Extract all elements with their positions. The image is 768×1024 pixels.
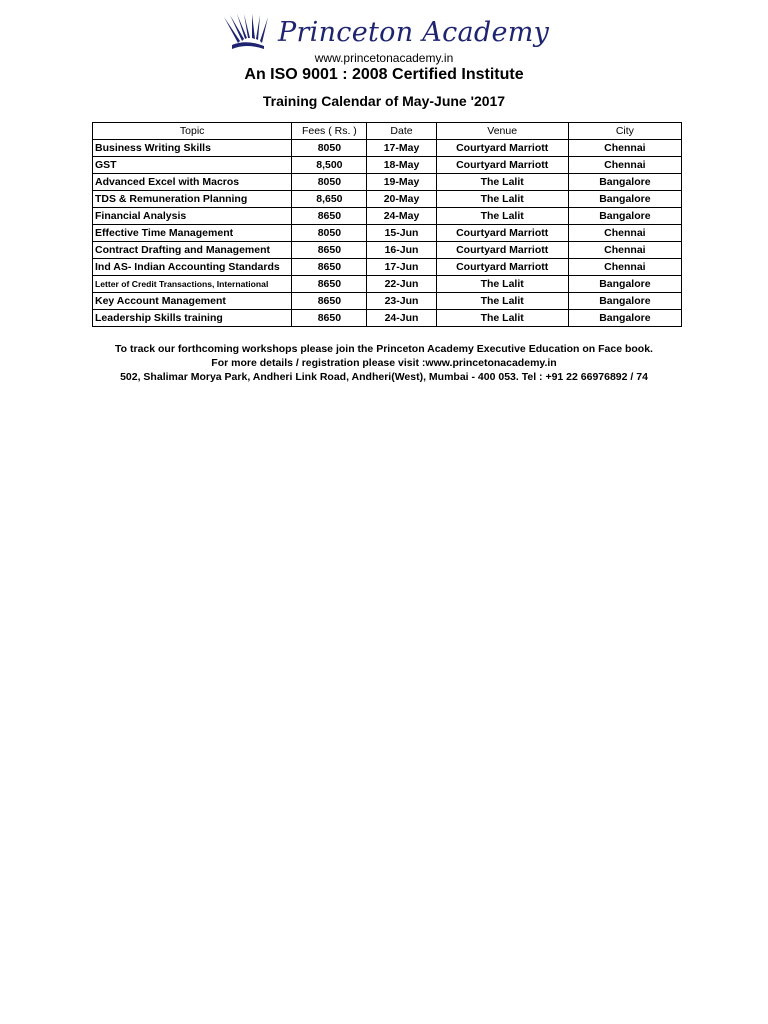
website-url: www.princetonacademy.in [314,51,454,65]
cell-fees: 8650 [292,208,367,225]
table-row [93,208,682,225]
cell-topic: Leadership Skills training [93,310,292,327]
table-row [93,225,682,242]
table-row [93,242,682,259]
book-pages-icon [222,13,270,51]
cell-city: Chennai [568,225,681,242]
cell-topic: TDS & Remuneration Planning [93,191,292,208]
cell-date: 23-Jun [367,293,436,310]
cell-city: Bangalore [568,174,681,191]
certification-line: An ISO 9001 : 2008 Certified Institute [244,66,524,83]
calendar-title: Training Calendar of May-June '2017 [262,93,506,109]
cell-venue: The Lalit [436,276,568,293]
table-row [93,140,682,157]
cell-venue: Courtyard Marriott [436,140,568,157]
cell-fees: 8,500 [292,157,367,174]
cell-venue: The Lalit [436,293,568,310]
cell-city: Chennai [568,259,681,276]
cell-date: 17-May [367,140,436,157]
table-row [93,293,682,310]
table-row [93,174,682,191]
table-row [93,310,682,327]
cell-venue: The Lalit [436,310,568,327]
table-header-row [93,123,682,140]
cell-fees: 8650 [292,276,367,293]
cell-venue: Courtyard Marriott [436,157,568,174]
cell-city: Chennai [568,242,681,259]
facebook-note: To track our forthcoming workshops please join the Princeton Academy Executive Education on Face book. [115,343,653,355]
table-row [93,191,682,208]
brand-name: Princeton Academy [278,16,550,48]
cell-city: Bangalore [568,208,681,225]
table-row [93,259,682,276]
cell-city: Bangalore [568,276,681,293]
cell-date: 20-May [367,191,436,208]
header-city: City [568,123,681,140]
cell-date: 24-May [367,208,436,225]
cell-topic: Key Account Management [93,293,292,310]
cell-venue: The Lalit [436,174,568,191]
cell-topic: Effective Time Management [93,225,292,242]
cell-topic: GST [93,157,292,174]
cell-fees: 8650 [292,293,367,310]
cell-date: 24-Jun [367,310,436,327]
cell-fees: 8650 [292,259,367,276]
registration-note: For more details / registration please visit :www.princetonacademy.in [211,357,557,369]
cell-date: 18-May [367,157,436,174]
header-fees: Fees ( Rs. ) [292,123,367,140]
cell-venue: Courtyard Marriott [436,242,568,259]
cell-city: Chennai [568,157,681,174]
cell-fees: 8050 [292,174,367,191]
cell-city: Bangalore [568,293,681,310]
table-row [93,157,682,174]
cell-fees: 8650 [292,242,367,259]
table-row [93,276,682,293]
header-topic: Topic [93,123,292,140]
cell-fees: 8650 [292,310,367,327]
cell-topic: Ind AS- Indian Accounting Standards [93,259,292,276]
header-date: Date [367,123,436,140]
cell-venue: Courtyard Marriott [436,225,568,242]
cell-city: Chennai [568,140,681,157]
cell-topic: Contract Drafting and Management [93,242,292,259]
logo [222,12,549,52]
cell-venue: Courtyard Marriott [436,259,568,276]
address-line: 502, Shalimar Morya Park, Andheri Link Road, Andheri(West), Mumbai - 400 053. Tel : +91 22 66976892 / 74 [120,371,648,383]
cell-topic: Letter of Credit Transactions, International [93,276,292,293]
cell-city: Bangalore [568,310,681,327]
cell-city: Bangalore [568,191,681,208]
training-calendar-table [92,122,682,327]
cell-date: 19-May [367,174,436,191]
cell-fees: 8050 [292,225,367,242]
cell-venue: The Lalit [436,191,568,208]
cell-date: 22-Jun [367,276,436,293]
cell-date: 16-Jun [367,242,436,259]
header-venue: Venue [436,123,568,140]
cell-venue: The Lalit [436,208,568,225]
cell-fees: 8,650 [292,191,367,208]
cell-topic: Business Writing Skills [93,140,292,157]
cell-date: 15-Jun [367,225,436,242]
cell-topic: Financial Analysis [93,208,292,225]
cell-date: 17-Jun [367,259,436,276]
cell-fees: 8050 [292,140,367,157]
cell-topic: Advanced Excel with Macros [93,174,292,191]
document-footer [0,342,768,384]
